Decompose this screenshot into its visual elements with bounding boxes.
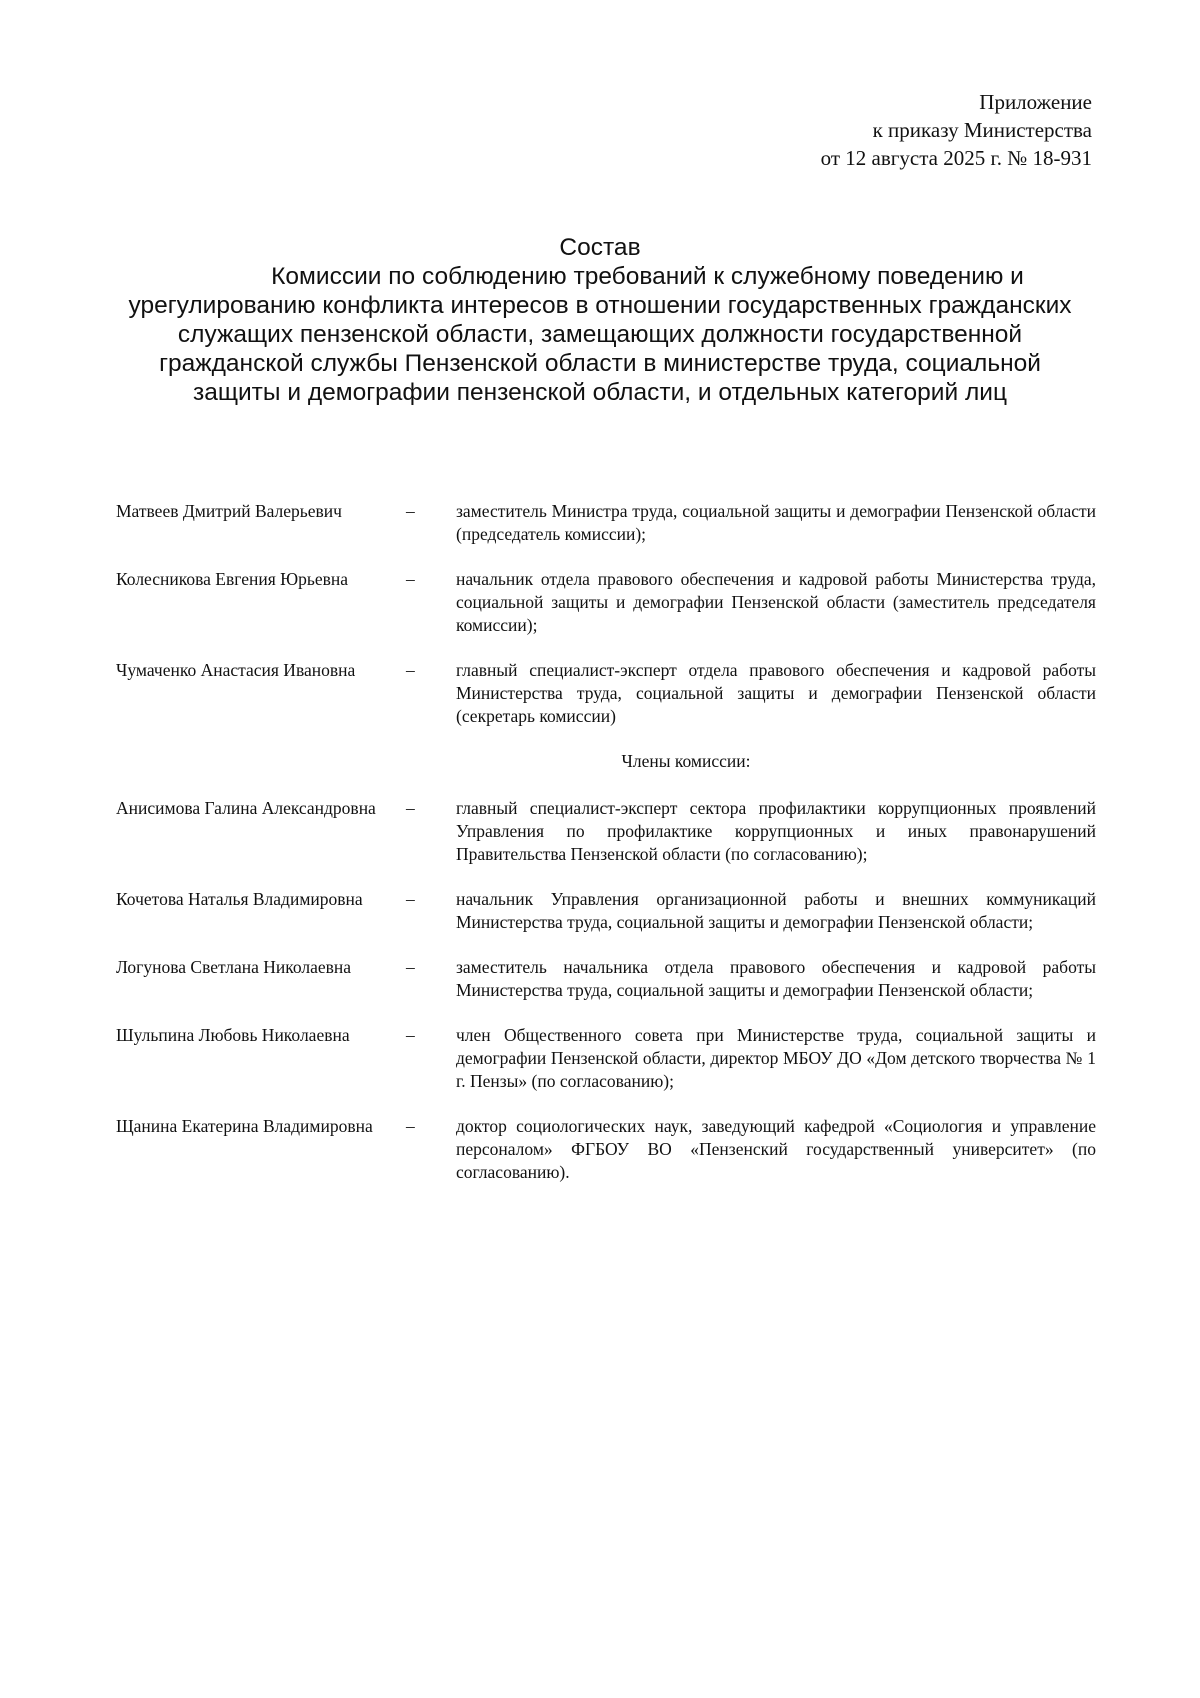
member-name: Щанина Екатерина Владимировна xyxy=(116,1116,373,1136)
roster-row xyxy=(116,568,1096,637)
member-role: заместитель Министра труда, социальной защиты и демографии Пензенской области (председатель комиссии); xyxy=(456,501,1096,544)
appendix-line-3: от 12 августа 2025 г. № 18-931 xyxy=(820,146,1092,170)
member-role: заместитель начальника отдела правового обеспечения и кадровой работы Министерства труда, социальной защиты и демографии Пензенской области; xyxy=(456,957,1096,1000)
document-title xyxy=(120,233,1080,407)
separator-dash: – xyxy=(406,1116,415,1136)
roster-row xyxy=(116,500,1096,546)
member-role: главный специалист-эксперт отдела правового обеспечения и кадровой работы Министерства труда, социальной защиты и демографии Пензенской области (секретарь комиссии) xyxy=(456,660,1096,726)
member-role: начальник Управления организационной работы и внешних коммуникаций Министерства труда, социальной защиты и демографии Пензенской области; xyxy=(456,889,1096,932)
member-name: Чумаченко Анастасия Ивановна xyxy=(116,660,356,680)
roster-row xyxy=(116,956,1096,1002)
commission-roster xyxy=(116,500,1096,1206)
member-role: доктор социологических наук, заведующий кафедрой «Социология и управление персоналом» ФГБОУ ВО «Пензенский государственный университет» (по согласованию). xyxy=(456,1116,1096,1182)
title-subtitle: Комиссии по соблюдению требований к служебному поведению и урегулированию конфликта интересов в отношении государственных гражданских служащих пензенской области, замещающих должности государственной гражданской службы Пензенской области в министерстве труда, социальной защиты и демографии пензенской области, и отдельных категорий лиц xyxy=(128,263,1072,406)
separator-dash: – xyxy=(406,501,415,521)
roster-row xyxy=(116,797,1096,866)
appendix-line-2: к приказу Министерства xyxy=(872,118,1092,142)
title-heading: Состав xyxy=(559,234,641,261)
separator-dash: – xyxy=(406,660,415,680)
member-name: Анисимова Галина Александровна xyxy=(116,798,376,818)
roster-row xyxy=(116,659,1096,728)
member-name: Матвеев Дмитрий Валерьевич xyxy=(116,501,342,521)
separator-dash: – xyxy=(406,1025,415,1045)
member-role: главный специалист-эксперт сектора профилактики коррупционных проявлений Управления по профилактике коррупционных и иных правонарушений Правительства Пензенской области (по согласованию); xyxy=(456,798,1096,864)
member-name: Шульпина Любовь Николаевна xyxy=(116,1025,350,1045)
roster-row xyxy=(116,888,1096,934)
separator-dash: – xyxy=(406,569,415,589)
members-heading: Члены комиссии: xyxy=(621,751,751,771)
roster-row xyxy=(116,1024,1096,1093)
separator-dash: – xyxy=(406,798,415,818)
member-name: Колесникова Евгения Юрьевна xyxy=(116,569,348,589)
appendix-note xyxy=(821,88,1092,172)
member-name: Кочетова Наталья Владимировна xyxy=(116,889,363,909)
separator-dash: – xyxy=(406,957,415,977)
separator-dash: – xyxy=(406,889,415,909)
roster-row xyxy=(116,1115,1096,1184)
member-name: Логунова Светлана Николаевна xyxy=(116,957,352,977)
appendix-line-1: Приложение xyxy=(979,90,1092,114)
member-role: начальник отдела правового обеспечения и кадровой работы Министерства труда, социальной защиты и демографии Пензенской области (заместитель председателя комиссии); xyxy=(456,569,1096,635)
member-role: член Общественного совета при Министерстве труда, социальной защиты и демографии Пензенской области, директор МБОУ ДО «Дом детского творчества № 1 г. Пензы» (по согласованию); xyxy=(456,1025,1096,1091)
